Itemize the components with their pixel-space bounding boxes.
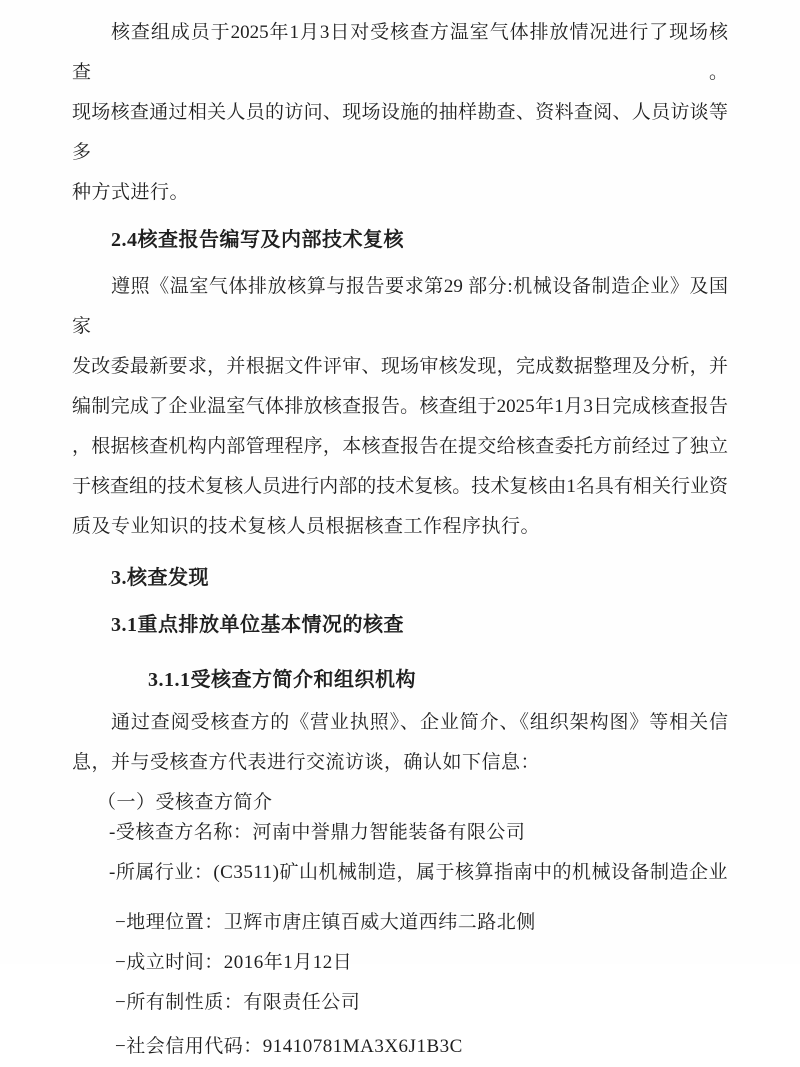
company-fact-industry: -所属行业：(C3511)矿山机械制造，属于核算指南中的机械设备制造企业 [109,862,728,883]
para-report-line: 发改委最新要求，并根据文件评审、现场审核发现，完成数据整理及分析，并 [72,356,728,377]
section-heading-2-4: 2.4核查报告编写及内部技术复核 [111,229,404,251]
para-company-review-line: 通过查阅受核查方的《营业执照》、企业简介、《组织架构图》等相关信 [111,712,728,733]
section-heading-3-1: 3.1重点排放单位基本情况的核查 [111,614,404,636]
para-site-visit-line: 现场核查通过相关人员的访问、现场设施的抽样勘查、资料查阅、人员访谈等多 [72,102,728,163]
para-report-line: ，根据核查机构内部管理程序，本核查报告在提交给核查委托方前经过了独立 [72,436,728,457]
para-site-visit-line: 核查组成员于2025年1月3日对受核查方温室气体排放情况进行了现场核查。 [72,22,728,83]
company-fact-location: −地理位置：卫辉市唐庄镇百威大道西纬二路北侧 [115,912,536,933]
para-report-line: 编制完成了企业温室气体排放核查报告。核查组于2025年1月3日完成核查报告 [72,396,728,417]
section-heading-3-1-1: 3.1.1受核查方简介和组织机构 [148,669,416,691]
company-intro-label: （一）受核查方简介 [97,792,273,813]
para-report-line: 质及专业知识的技术复核人员根据核查工作程序执行。 [72,516,541,537]
section-heading-3: 3.核查发现 [111,567,209,589]
para-site-visit-line: 种方式进行。 [72,182,190,203]
para-report-line: 于核查组的技术复核人员进行内部的技术复核。技术复核由1名具有相关行业资 [72,476,728,497]
company-fact-ownership: −所有制性质：有限责任公司 [115,992,361,1013]
para-report-line: 遵照《温室气体排放核算与报告要求第29 部分:机械设备制造企业》及国家 [72,276,728,337]
company-fact-credit-code: −社会信用代码：91410781MA3X6J1B3C [115,1036,463,1057]
company-fact-founded-date: −成立时间：2016年1月12日 [115,952,353,973]
company-fact-name: -受核查方名称：河南中誉鼎力智能装备有限公司 [109,822,526,843]
para-company-review-line: 息，并与受核查方代表进行交流访谈，确认如下信息： [72,752,541,773]
